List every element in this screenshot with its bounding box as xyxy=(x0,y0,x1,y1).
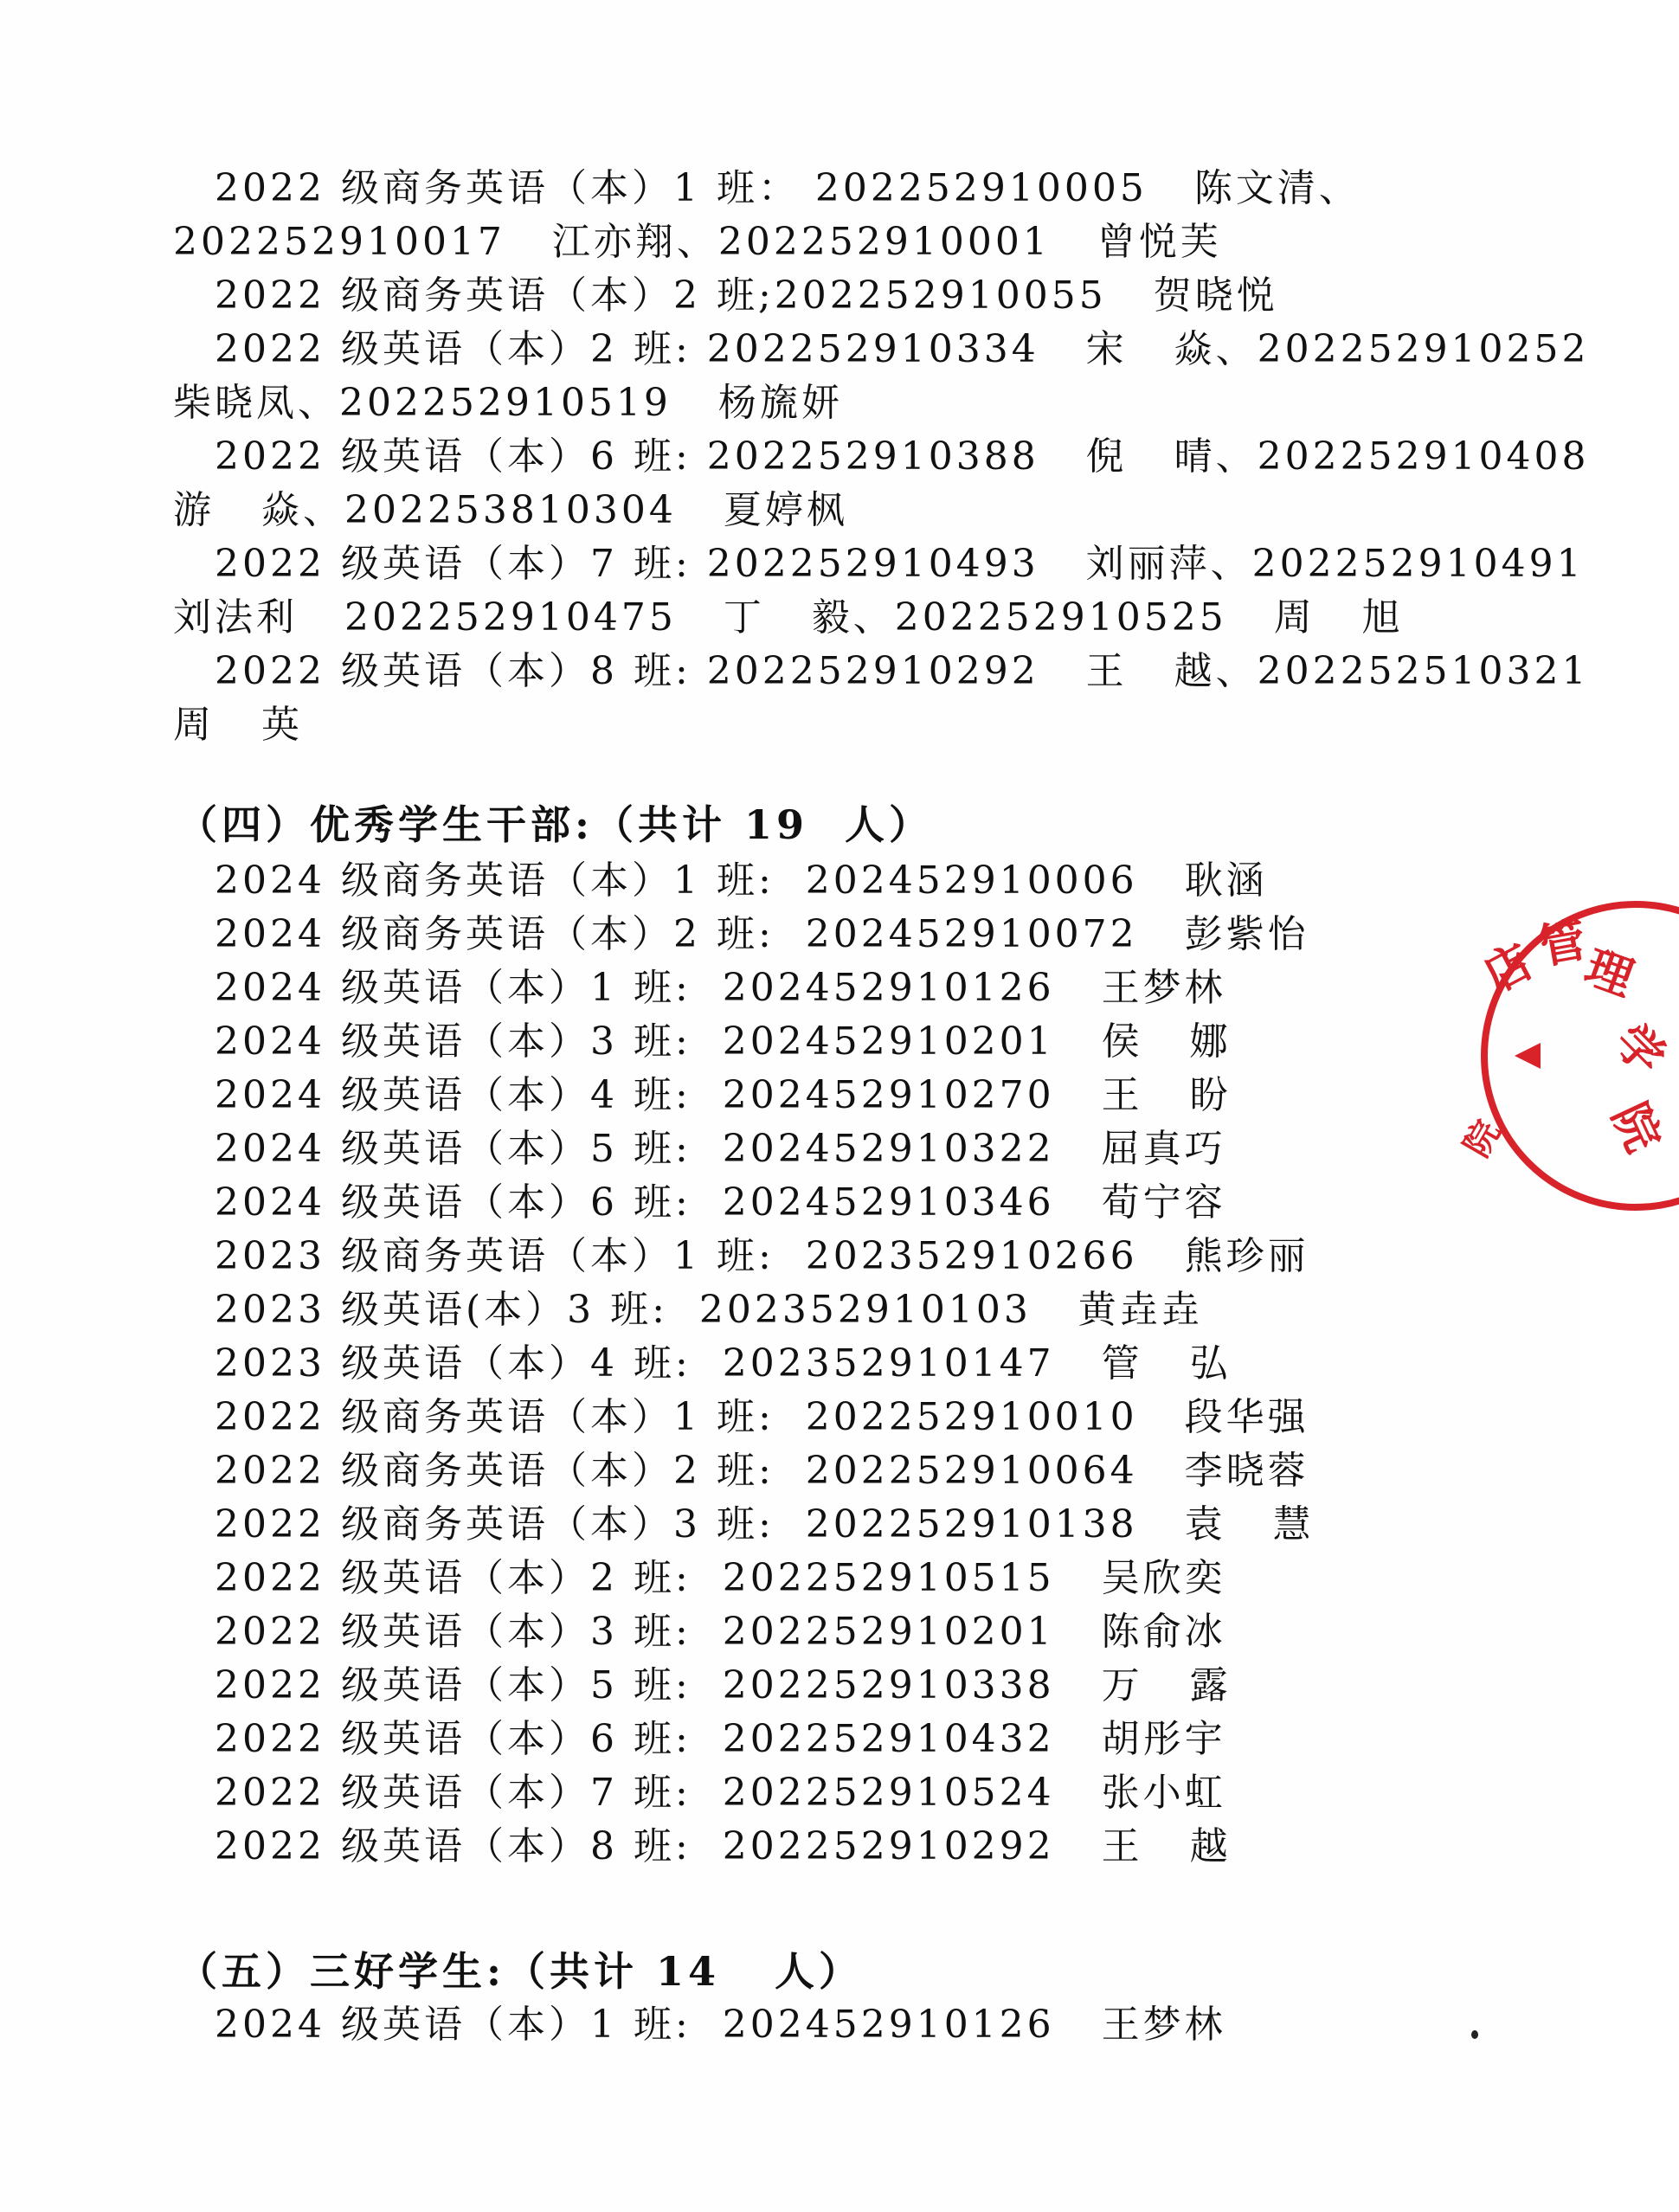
svg-text:院: 院 xyxy=(1601,1094,1672,1161)
list-item: 2024 级英语（本）5 班: 202452910322 屈真巧 xyxy=(215,1127,1226,1171)
svg-text:管: 管 xyxy=(1534,911,1591,975)
list-item: 2022 级英语（本）7 班: 202252910524 张小虹 xyxy=(215,1771,1226,1815)
svg-text:院: 院 xyxy=(1456,1113,1509,1164)
section-heading: （四）优秀学生干部:（共计 19 人） xyxy=(177,801,934,848)
list-item: 2024 级英语（本）4 班: 202452910270 王 盼 xyxy=(215,1073,1232,1117)
section-heading: （五）三好学生:（共计 14 人） xyxy=(177,1948,864,1995)
text-line: 柴晓凤、202252910519 杨旒妍 xyxy=(173,381,843,425)
svg-text:理: 理 xyxy=(1578,938,1641,1007)
list-item: 2024 级英语（本）6 班: 202452910346 荀宁容 xyxy=(215,1180,1226,1225)
list-item: 2023 级英语（本）4 班: 202352910147 管 弘 xyxy=(215,1341,1232,1386)
list-item: 2024 级商务英语（本）2 班: 202452910072 彭紫怡 xyxy=(215,912,1309,956)
list-item: 2022 级英语（本）5 班: 202252910338 万 露 xyxy=(215,1663,1232,1707)
list-item: 2023 级商务英语（本）1 班: 202352910266 熊珍丽 xyxy=(215,1234,1309,1278)
list-item: 2024 级商务英语（本）1 班: 202452910006 耿涵 xyxy=(215,858,1268,903)
list-item: 2022 级商务英语（本）2 班: 202252910064 李晓蓉 xyxy=(215,1449,1309,1493)
list-item: 2022 级英语（本）2 班: 202252910515 吴欣奕 xyxy=(215,1556,1226,1600)
text-line: 游 焱、202253810304 夏婷枫 xyxy=(173,488,848,532)
text-line: 2022 级商务英语（本）2 班;202252910055 贺晓悦 xyxy=(215,273,1278,318)
text-line: 202252910017 江亦翔、202252910001 曾悦芙 xyxy=(173,220,1222,264)
list-item: 2022 级英语（本）6 班: 202252910432 胡彤宇 xyxy=(215,1717,1226,1761)
list-item: 2022 级商务英语（本）3 班: 202252910138 袁 慧 xyxy=(215,1502,1315,1546)
text-line: 2022 级英语（本）7 班: 202252910493 刘丽萍、202252910491 xyxy=(215,542,1585,586)
list-item: 2024 级英语（本）3 班: 202452910201 侯 娜 xyxy=(215,1019,1232,1064)
official-seal-icon xyxy=(1454,883,1679,1229)
list-item: 2024 级英语（本）1 班: 202452910126 王梦林 xyxy=(215,966,1226,1010)
list-item: 2022 级英语（本）3 班: 202252910201 陈俞冰 xyxy=(215,1610,1226,1654)
svg-text:学: 学 xyxy=(1604,1013,1676,1085)
text-line: 2022 级英语（本）6 班: 202252910388 倪 晴、202252910408 xyxy=(215,434,1590,479)
list-item: 2022 级商务英语（本）1 班: 202252910010 段华强 xyxy=(215,1395,1309,1439)
text-line: 2022 级英语（本）8 班: 202252910292 王 越、202252510321 xyxy=(215,649,1590,693)
list-item: 2024 级英语（本）1 班: 202452910126 王梦林 xyxy=(215,2003,1226,2047)
svg-text:店: 店 xyxy=(1474,932,1541,1004)
list-item: 2023 级英语(本）3 班: 202352910103 黄垚垚 xyxy=(215,1288,1203,1332)
text-line: 周 英 xyxy=(173,703,303,747)
list-item: 2022 级英语（本）8 班: 202252910292 王 越 xyxy=(215,1824,1232,1868)
text-line: 2022 级英语（本）2 班: 202252910334 宋 焱、202252910252 xyxy=(215,327,1590,371)
text-line: 2022 级商务英语（本）1 班： 202252910005 陈文清、 xyxy=(215,166,1361,210)
scan-speck xyxy=(1471,2030,1478,2039)
text-line: 刘法利 202252910475 丁 毅、202252910525 周 旭 xyxy=(173,595,1404,640)
